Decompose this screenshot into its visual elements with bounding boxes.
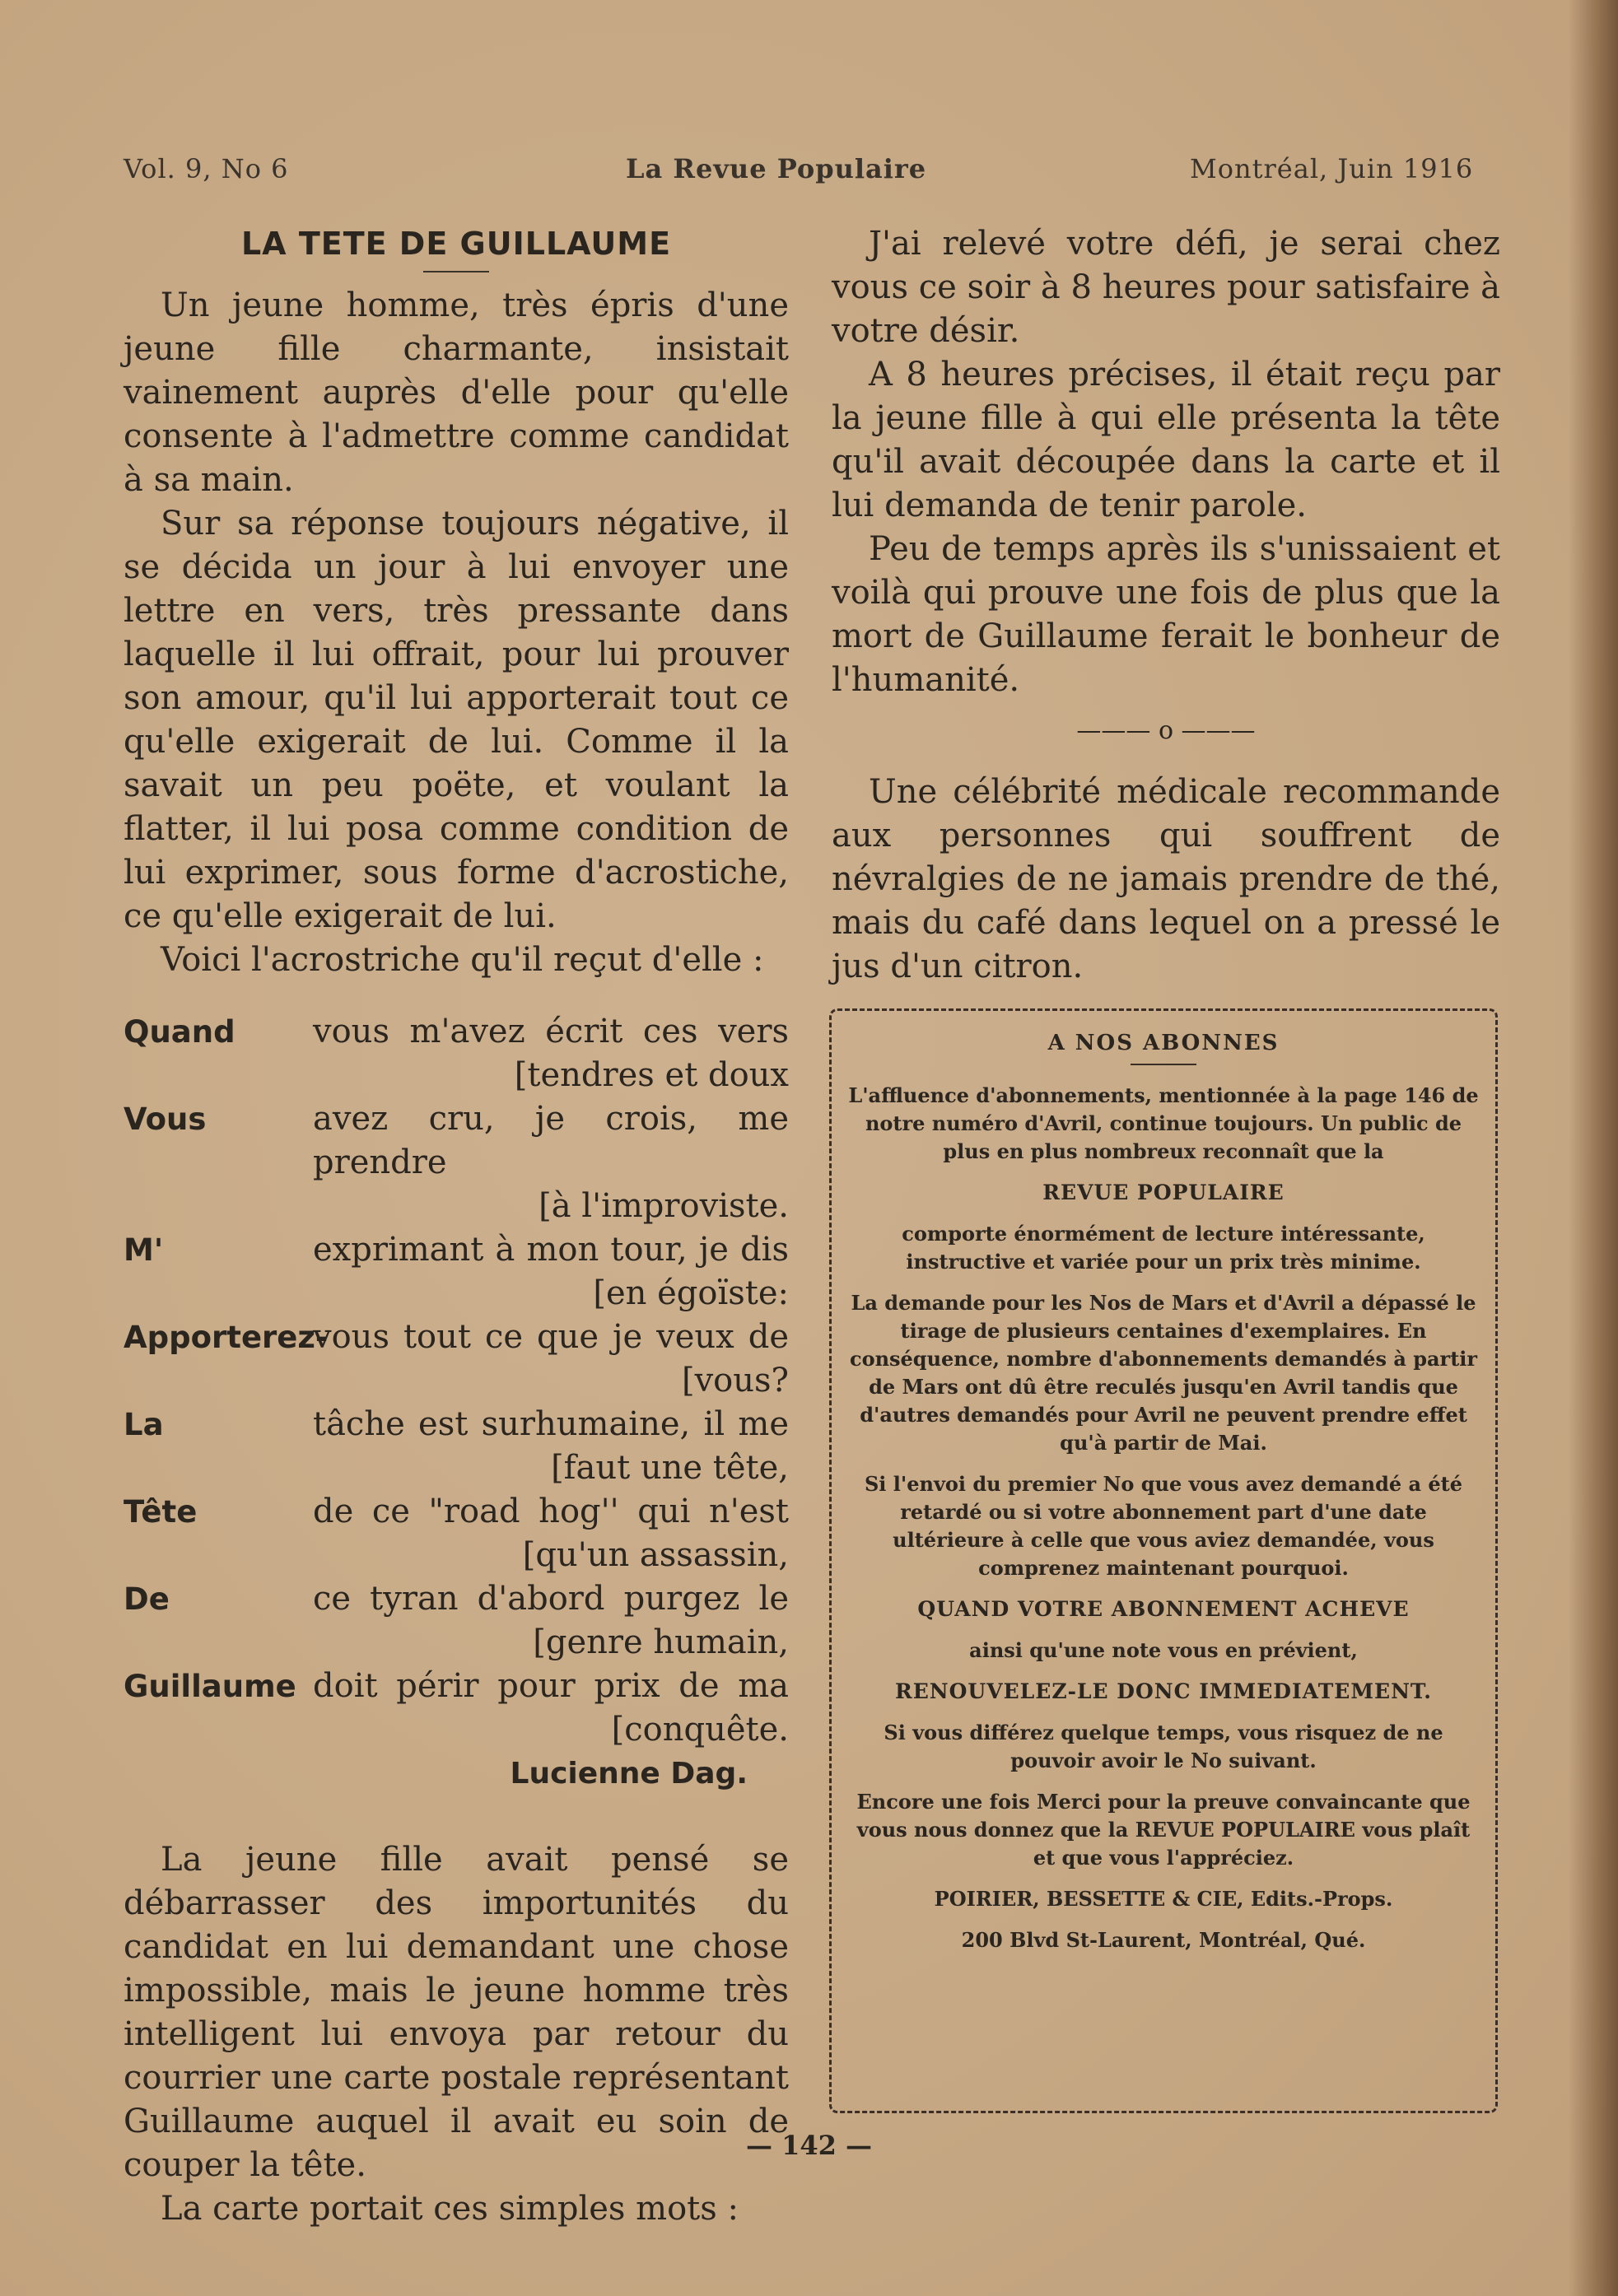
acrostic-line xyxy=(124,1228,789,1272)
acrostic-word: La xyxy=(124,1407,164,1442)
notice-paragraph: Encore une fois Merci pour la preuve convaincante que vous nous donnez que la REVUE POPULAIRE vous plaît et que vous l'appréciez. xyxy=(856,1790,1471,1870)
acrostic-continuation: [en égoïste: xyxy=(593,1274,789,1312)
article-paragraph-5: La carte portait ces simples mots : xyxy=(161,2190,739,2228)
acrostic-text: vous m'avez écrit ces vers xyxy=(313,1013,789,1050)
article-paragraph-4: La jeune fille avait pensé se débarrasser des importunités du candidat en lui demandant une chose impossible, mais le jeune homme très intelligent lui envoya par retour du courrier une carte postale représentant Guillaume auquel il avait eu soin de couper la tête. xyxy=(124,1841,789,2184)
publisher-name: POIRIER, BESSETTE & CIE, Edits.-Props. xyxy=(934,1887,1393,1911)
acrostic-line xyxy=(124,1316,789,1359)
acrostic-text: vous tout ce que je veux de xyxy=(313,1318,789,1356)
subscribers-notice-box xyxy=(829,1008,1498,2113)
notice-paragraph: ainsi qu'une note vous en prévient, xyxy=(969,1638,1358,1662)
acrostic-line xyxy=(124,1403,789,1446)
acrostic-line xyxy=(124,1577,789,1621)
acrostic-word: De xyxy=(124,1581,170,1617)
acrostic-text: avez cru, je crois, me prendre xyxy=(313,1100,789,1181)
left-column xyxy=(124,222,789,2231)
acrostic-continuation: [conquête. xyxy=(611,1711,789,1749)
issue-date: Montréal, Juin 1916 xyxy=(1190,153,1474,184)
notice-paragraph: QUAND VOTRE ABONNEMENT ACHEVE xyxy=(917,1597,1410,1621)
acrostic-continuation: [faut une tête, xyxy=(551,1449,789,1487)
medical-note: Une célébrité médicale recommande aux personnes qui souffrent de névralgies de ne jamais prendre de thé, mais du café dans lequel on a pressé le jus d'un citron. xyxy=(832,773,1500,985)
article-paragraph-1: Un jeune homme, très épris d'une jeune fille charmante, insistait vainement auprès d'elle pour qu'elle consente à l'admettre comme candidat à sa main. xyxy=(124,286,789,499)
acrostic-continuation: [qu'un assassin, xyxy=(522,1536,789,1574)
acrostic-line xyxy=(124,1665,789,1708)
poem-signature: Lucienne Dag. xyxy=(510,1757,748,1791)
acrostic-word: Quand xyxy=(124,1014,235,1050)
notice-paragraph: L'affluence d'abonnements, mentionnée à la page 146 de notre numéro d'Avril, continue toujours. Un public de plus en plus nombreux reconnaît que la xyxy=(848,1083,1479,1163)
page-edge-shadow xyxy=(1569,0,1618,2296)
article-paragraph-3: Voici l'acrostriche qu'il reçut d'elle : xyxy=(161,941,764,979)
title-rule xyxy=(423,271,489,272)
notice-rule xyxy=(1131,1064,1196,1065)
acrostic-poem xyxy=(124,1010,789,1795)
acrostic-word: Tête xyxy=(124,1494,198,1530)
acrostic-text: de ce "road hog'' qui n'est xyxy=(313,1493,789,1530)
notice-paragraph: La demande pour les Nos de Mars et d'Avril a dépassé le tirage de plusieurs centaines d'exemplaires. En conséquence, nombre d'abonnements demandés à partir de Mars ont dû être reculés jusqu'en Avril tandis que d'autres demandés pour Avril ne peuvent prendre effet qu'à partir de Mai. xyxy=(849,1291,1478,1455)
right-column xyxy=(832,222,1500,989)
notice-paragraph: Si l'envoi du premier No que vous avez demandé a été retardé ou si votre abonnement part d'une date ultérieure à celle que vous aviez demandée, vous comprenez maintenant pourquoi. xyxy=(864,1472,1463,1580)
article-paragraph-2: Sur sa réponse toujours négative, il se décida un jour à lui envoyer une lettre en vers, très pressante dans laquelle il lui offrait, pour lui prouver son amour, qu'il lui apporterait tout ce qu'elle exigerait de lui. Comme il la savait un peu poëte, et voulant la flatter, il lui posa comme condition de lui exprimer, sous forme d'acrostiche, ce qu'elle exigerait de lui. xyxy=(124,505,789,935)
acrostic-continuation: [genre humain, xyxy=(533,1623,789,1661)
article-paragraph-r3: Peu de temps après ils s'unissaient et voilà qui prouve une fois de plus que la mort de Guillaume ferait le bonheur de l'humanité. xyxy=(832,530,1500,699)
issue-label: Vol. 9, No 6 xyxy=(124,153,289,184)
section-separator: ——— o ——— xyxy=(1076,716,1256,745)
acrostic-word: Apporterez- xyxy=(124,1320,329,1355)
publisher-address: 200 Blvd St-Laurent, Montréal, Qué. xyxy=(961,1928,1366,1952)
notice-paragraph: RENOUVELEZ-LE DONC IMMEDIATEMENT. xyxy=(894,1679,1433,1703)
acrostic-word: Guillaume xyxy=(124,1669,296,1704)
acrostic-text: ce tyran d'abord purgez le xyxy=(313,1580,789,1618)
acrostic-word: Vous xyxy=(124,1101,207,1137)
journal-title: La Revue Populaire xyxy=(626,153,927,184)
notice-paragraph: REVUE POPULAIRE xyxy=(1042,1181,1285,1204)
acrostic-continuation: [vous? xyxy=(681,1362,789,1399)
article-paragraph-r2: A 8 heures précises, il était reçu par la jeune fille à qui elle présenta la tête qu'il avait découpée dans la carte et il lui demanda de tenir parole. xyxy=(832,356,1500,524)
acrostic-continuation: [tendres et doux xyxy=(514,1056,789,1094)
acrostic-continuation: [à l'improviste. xyxy=(539,1187,789,1225)
notice-paragraph: comporte énormément de lecture intéressante, instructive et variée pour un prix très minime. xyxy=(902,1222,1425,1274)
acrostic-word: M' xyxy=(124,1232,164,1268)
notice-title: A NOS ABONNES xyxy=(1047,1031,1280,1055)
acrostic-text: tâche est surhumaine, il me xyxy=(313,1405,789,1443)
spacer xyxy=(124,1795,789,1838)
acrostic-line xyxy=(124,1010,789,1054)
article-title: LA TETE DE GUILLAUME xyxy=(240,226,672,262)
acrostic-line xyxy=(124,1097,789,1185)
page-number: — 142 — xyxy=(745,2130,873,2161)
acrostic-text: doit périr pour prix de ma xyxy=(313,1667,789,1705)
notice-paragraph: Si vous différez quelque temps, vous risquez de ne pouvoir avoir le No suivant. xyxy=(884,1721,1443,1772)
article-paragraph-r1: J'ai relevé votre défi, je serai chez vous ce soir à 8 heures pour satisfaire à votre désir. xyxy=(832,225,1500,350)
acrostic-line xyxy=(124,1490,789,1534)
acrostic-text: exprimant à mon tour, je dis xyxy=(313,1231,789,1269)
